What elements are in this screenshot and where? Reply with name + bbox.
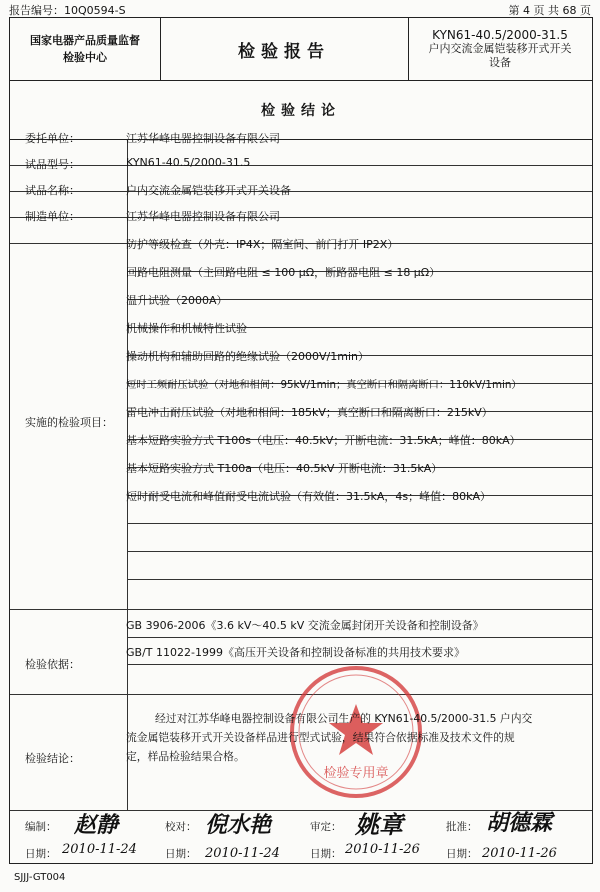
compiler-signature: 赵静 [74,812,119,838]
sample-name-value: 户内交流金属铠装移开式开关设备 [126,184,291,197]
report-title: 检验报告 [160,18,409,80]
test-item: 基本短路实验方式 T100s（电压：40.5kV；开断电流：31.5kA；峰值：80kA） [126,434,521,447]
test-item: 机械操作和机械特性试验 [126,322,247,335]
test-item: 基本短路实验方式 T100a（电压：40.5kV 开断电流：31.5kA） [126,462,443,475]
basis-label: 检验依据： [25,658,80,671]
manufacturer-label: 制造单位： [25,210,80,223]
test-rule [127,551,592,552]
basis-item: GB/T 11022-1999《高压开关设备和控制设备标准的共用技术要求》 [126,646,465,659]
org-line1: 国家电器产品质量监督 [30,34,140,47]
report-number: 报告编号：10Q0594-S [9,4,126,17]
test-rule [127,579,592,580]
product-model: KYN61-40.5/2000-31.5 [432,28,568,42]
model-value: KYN61-40.5/2000-31.5 [126,156,251,169]
date-label: 日期： [310,848,342,860]
conclusion-line: 定，样品检验结果合格。 [126,750,245,763]
client-label: 委托单位： [25,132,80,145]
test-item: 回路电阻测量（主回路电阻 ≤ 100 μΩ，断路器电阻 ≤ 18 μΩ） [126,266,441,279]
check-date: 2010-11-24 [205,846,280,861]
conclusion-label: 检验结论： [25,752,80,765]
document-code: SJJJ-GT004 [14,872,66,883]
manufacturer-value: 江苏华峰电器控制设备有限公司 [126,210,280,223]
test-item: 短时工频耐压试验（对地和相间：95kV/1min；真空断口和隔离断口：110kV/1min） [126,379,522,391]
approve-date: 2010-11-26 [482,846,557,861]
row-rule [10,165,592,166]
test-item: 短时耐受电流和峰值耐受电流试验（有效值：31.5kA，4s；峰值：80kA） [126,490,492,503]
checker-signature: 倪水艳 [205,812,272,838]
conclusion-line: 流金属铠装移开式开关设备样品进行型式试验，结果符合依据标准及技术文件的规 [126,731,515,744]
approve-label: 批准： [446,821,478,833]
approver-signature: 胡德霖 [486,810,553,836]
review-date: 2010-11-26 [345,842,420,857]
reviewer-signature: 姚章 [355,810,403,839]
section-title: 检验结论 [10,80,592,140]
compile-date: 2010-11-24 [62,842,137,857]
product-name-line2: 设备 [489,56,511,69]
seal-text: 检验专用章 [323,766,389,781]
check-label: 校对： [165,821,197,833]
row-rule [10,217,592,218]
test-item: 防护等级检查（外壳：IP4X；隔室间、前门打开 IP2X） [126,238,399,251]
sample-name-label: 试品名称： [25,184,80,197]
org-line2: 检验中心 [63,51,107,64]
tests-label: 实施的检验项目： [25,416,113,429]
test-item: 雷电冲击耐压试验（对地和相间：185kV；真空断口和隔离断口：215kV） [126,406,493,419]
product-cell [408,18,592,80]
test-item: 温升试验（2000A） [126,294,228,307]
client-value: 江苏华峰电器控制设备有限公司 [126,132,280,145]
basis-item: GB 3906-2006《3.6 kV～40.5 kV 交流金属封闭开关设备和控制设备》 [126,619,484,632]
date-label: 日期： [165,848,197,860]
page-info: 第 4 页 共 68 页 [508,4,591,17]
date-label: 日期： [446,848,478,860]
org-cell [10,18,161,80]
test-item: 操动机构和辅助回路的绝缘试验（2000V/1min） [126,350,369,363]
date-label: 日期： [25,848,57,860]
compile-label: 编制： [25,821,57,833]
conclusion-line: 经过对江苏华峰电器控制设备有限公司生产的 KYN61-40.5/2000-31.5 户内交 [155,712,533,725]
basis-rule [127,637,592,638]
row-rule [10,191,592,192]
review-label: 审定： [310,821,342,833]
report-header [10,18,592,81]
test-rule [127,523,592,524]
product-name-line1: 户内交流金属铠装移开式开关 [428,42,572,55]
row-rule [10,609,592,610]
model-label: 试品型号： [25,158,80,171]
